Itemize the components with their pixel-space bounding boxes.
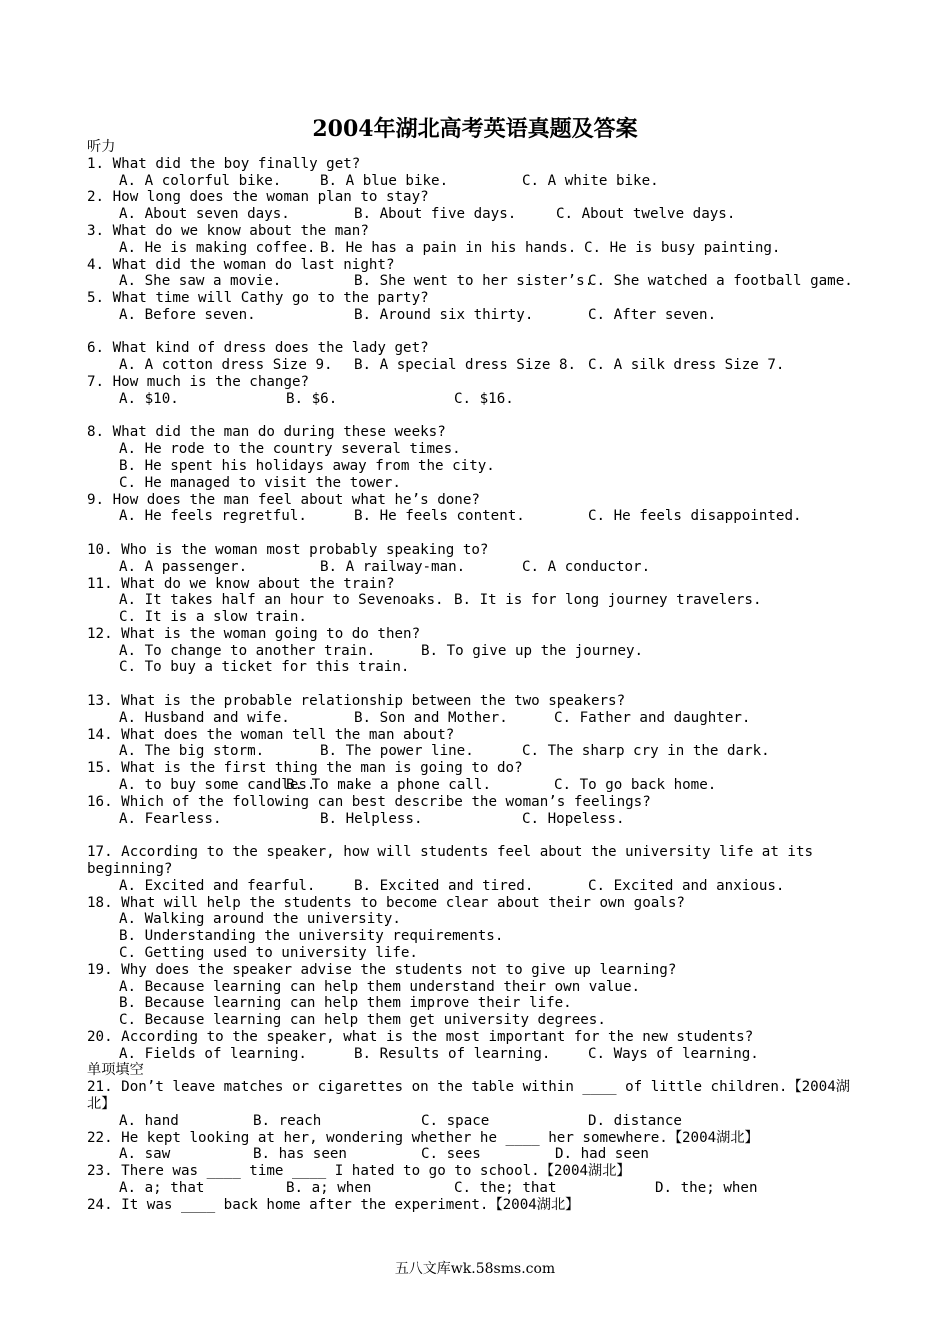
option-text: C. space <box>421 1112 490 1129</box>
line-text: 18. What will help the students to become clear about their own goals? <box>87 894 685 911</box>
option-text: A. hand <box>119 1112 179 1129</box>
line-text: 单项填空 <box>87 1062 144 1079</box>
option-text: C. Ways of learning. <box>588 1045 759 1062</box>
option-text: C. Hopeless. <box>522 810 625 827</box>
line-text: C. To buy a ticket for this train. <box>119 659 410 676</box>
option-text: B. Excited and tired. <box>354 877 534 894</box>
line-text: B. Because learning can help them improve their life. <box>119 995 572 1012</box>
option-text: C. Father and daughter. <box>554 709 751 726</box>
option-text: A. She saw a movie. <box>119 273 282 290</box>
page-footer: 五八文库wk.58sms.com <box>394 1261 556 1277</box>
line-text: 23. There was ____ time ____ I hated to go to school.【2004湖北】 <box>87 1163 631 1180</box>
option-text: C. A silk dress Size 7. <box>588 357 785 374</box>
line-text: 21. Don’t leave matches or cigarettes on the table within ____ of little children.【2004湖 <box>87 1079 850 1096</box>
option-text: C. She watched a football game. <box>588 273 853 290</box>
option-text: B. Results of learning. <box>354 1045 551 1062</box>
option-text: D. had seen <box>555 1146 649 1163</box>
line-text: 6. What kind of dress does the lady get? <box>87 340 429 357</box>
option-text: A. A colorful bike. <box>119 172 282 189</box>
option-text: A. Fearless. <box>119 810 222 827</box>
option-text: A. A passenger. <box>119 558 248 575</box>
option-text: A. It takes half an hour to Sevenoaks. <box>119 592 444 609</box>
option-text: B. A special dress Size 8. <box>354 357 577 374</box>
option-text: A. The big storm. <box>119 743 265 760</box>
line-text: A. Walking around the university. <box>119 911 401 928</box>
line-text: B. He spent his holidays away from the city. <box>119 458 495 474</box>
option-text: B. He feels content. <box>354 508 525 525</box>
option-text: A. saw <box>119 1146 171 1163</box>
option-text: A. $10. <box>119 390 179 407</box>
option-text: B. She went to her sister’s. <box>354 273 594 290</box>
option-text: C. To go back home. <box>554 777 717 794</box>
line-text: 19. Why does the speaker advise the students not to give up learning? <box>87 961 677 978</box>
line-text: 7. How much is the change? <box>87 374 310 391</box>
option-text: B. Son and Mother. <box>354 709 508 726</box>
line-text: 11. What do we know about the train? <box>87 575 395 592</box>
option-text: A. A cotton dress Size 9. <box>119 357 333 374</box>
line-text: B. Understanding the university requirements. <box>119 928 504 945</box>
line-text: A. Because learning can help them understand their own value. <box>119 978 641 995</box>
option-text: C. He is busy painting. <box>584 239 781 256</box>
line-text: beginning? <box>87 860 173 877</box>
option-text: D. distance <box>588 1112 682 1129</box>
option-text: A. About seven days. <box>119 206 290 223</box>
option-text: D. the; when <box>655 1179 758 1196</box>
option-text: B. a; when <box>286 1179 372 1196</box>
line-text: 24. It was ____ back home after the experiment.【2004湖北】 <box>87 1196 580 1213</box>
line-text: C. It is a slow train. <box>119 609 307 626</box>
line-text: 12. What is the woman going to do then? <box>87 625 421 642</box>
line-text: 22. He kept looking at her, wondering whether he ____ her somewhere.【2004湖北】 <box>87 1129 759 1146</box>
option-text: B. reach <box>253 1112 322 1129</box>
option-text: B. It is for long journey travelers. <box>454 592 762 609</box>
page-title: 2004年湖北高考英语真题及答案 <box>312 116 638 142</box>
line-text: 13. What is the probable relationship between the two speakers? <box>87 693 626 710</box>
line-text: 3. What do we know about the man? <box>87 222 369 239</box>
option-text: B. Helpless. <box>320 810 423 827</box>
line-text: 北】 <box>87 1096 116 1113</box>
line-text: 听力 <box>87 139 116 155</box>
option-text: C. About twelve days. <box>556 206 736 223</box>
option-text: B. $6. <box>286 390 338 407</box>
option-text: B. To make a phone call. <box>286 777 491 794</box>
option-text: B. He has a pain in his hands. <box>320 239 577 256</box>
option-text: A. To change to another train. <box>119 642 376 659</box>
option-text: C. A white bike. <box>522 172 659 189</box>
line-text: C. Because learning can help them get university degrees. <box>119 1012 606 1029</box>
option-text: C. A conductor. <box>522 558 651 575</box>
option-text: B. A railway-man. <box>320 558 466 575</box>
line-text: 17. According to the speaker, how will students feel about the university life at its <box>87 844 814 861</box>
option-text: C. Excited and anxious. <box>588 877 785 894</box>
line-text: 20. According to the speaker, what is the most important for the new students? <box>87 1028 754 1045</box>
line-text: 15. What is the first thing the man is going to do? <box>87 760 523 777</box>
line-text: 2. How long does the woman plan to stay? <box>87 189 429 206</box>
option-text: A. Husband and wife. <box>119 709 290 726</box>
line-text: A. He rode to the country several times. <box>119 441 461 458</box>
option-text: A. Fields of learning. <box>119 1045 307 1062</box>
option-text: C. After seven. <box>588 306 717 323</box>
option-text: C. He feels disappointed. <box>588 508 802 525</box>
option-text: C. the; that <box>454 1179 557 1196</box>
line-text: 9. How does the man feel about what he’s done? <box>87 491 480 508</box>
line-text: 8. What did the man do during these weeks? <box>87 424 446 441</box>
option-text: A. Before seven. <box>119 306 256 323</box>
option-text: A. He is making coffee. <box>119 239 316 256</box>
line-text: 16. Which of the following can best describe the woman’s feelings? <box>87 793 651 810</box>
option-text: B. A blue bike. <box>320 172 449 189</box>
line-text: 10. Who is the woman most probably speaking to? <box>87 541 489 558</box>
option-text: B. About five days. <box>354 206 517 223</box>
line-text: 14. What does the woman tell the man about? <box>87 726 455 743</box>
option-text: C. The sharp cry in the dark. <box>522 743 770 760</box>
line-text: C. He managed to visit the tower. <box>119 474 401 491</box>
option-text: C. sees <box>421 1146 481 1163</box>
line-text: C. Getting used to university life. <box>119 944 418 961</box>
option-text: C. $16. <box>454 390 514 407</box>
option-text: A. a; that <box>119 1179 205 1196</box>
option-text: A. He feels regretful. <box>119 508 307 525</box>
line-text: 4. What did the woman do last night? <box>87 256 395 273</box>
line-text: 5. What time will Cathy go to the party? <box>87 290 429 307</box>
option-text: A. to buy some candles. <box>119 777 316 794</box>
option-text: A. Excited and fearful. <box>119 877 316 894</box>
option-text: B. The power line. <box>320 743 474 760</box>
option-text: B. has seen <box>253 1146 347 1163</box>
line-text: 1. What did the boy finally get? <box>87 155 361 172</box>
option-text: B. Around six thirty. <box>354 306 534 323</box>
option-text: B. To give up the journey. <box>421 642 644 659</box>
